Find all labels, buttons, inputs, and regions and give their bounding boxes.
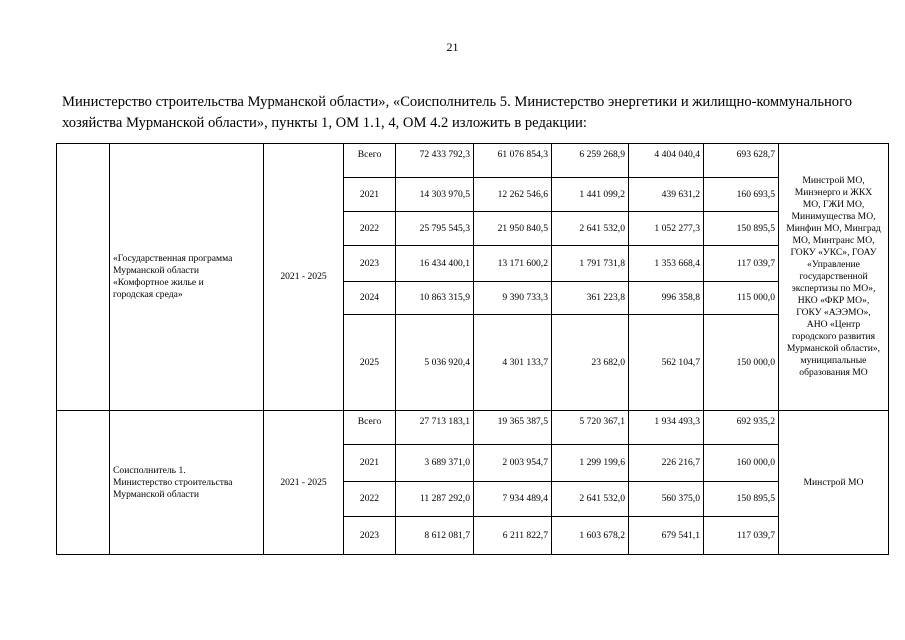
value-cell: 23 682,0: [552, 315, 629, 411]
value-cell: 5 720 367,1: [552, 411, 629, 445]
value-cell: 1 052 277,3: [629, 212, 704, 246]
value-cell: 21 950 840,5: [474, 212, 552, 246]
value-cell: 4 301 133,7: [474, 315, 552, 411]
intro-paragraph: Министерство строительства Мурманской области», «Соисполнитель 5. Министерство энергетики и жилищно-коммунального хозяйства Мурманской области», пункты 1, ОМ 1.1, 4, ОМ 4.2 изложить в редакции:: [62, 94, 853, 131]
value-cell: 6 259 268,9: [552, 144, 629, 178]
value-cell: 160 000,0: [704, 445, 779, 482]
value-cell: 10 863 315,9: [396, 282, 474, 315]
text-line: Министерство строительства: [113, 476, 233, 488]
value-cell: 361 223,8: [552, 282, 629, 315]
value-cell: 562 104,7: [629, 315, 704, 411]
number-cell: [57, 411, 110, 555]
value-cell: 61 076 854,3: [474, 144, 552, 178]
text-line: Мурманской области: [113, 265, 199, 276]
value-cell: 5 036 920,4: [396, 315, 474, 411]
value-cell: 11 287 292,0: [396, 482, 474, 517]
value-cell: 150 895,5: [704, 482, 779, 517]
value-cell: 1 353 668,4: [629, 246, 704, 282]
text-line: государственной: [799, 271, 868, 282]
text-line: образования МО: [799, 367, 868, 378]
value-cell: 2 641 532,0: [552, 212, 629, 246]
value-cell: 72 433 792,3: [396, 144, 474, 178]
value-cell: 14 303 970,5: [396, 178, 474, 212]
text-line: «Комфортное жилье и: [113, 277, 204, 288]
value-cell: 439 631,2: [629, 178, 704, 212]
value-cell: 1 603 678,2: [552, 517, 629, 555]
executors-cell: [779, 144, 889, 411]
value-cell: 1 299 199,6: [552, 445, 629, 482]
value-cell: 16 434 400,1: [396, 246, 474, 282]
table-row: [57, 411, 889, 445]
year-cell: 2022: [344, 482, 396, 517]
text-line: НКО «ФКР МО»,: [797, 295, 870, 306]
value-cell: 7 934 489,4: [474, 482, 552, 517]
text-line: городского развития: [791, 331, 876, 342]
value-cell: 25 795 545,3: [396, 212, 474, 246]
value-cell: 2 003 954,7: [474, 445, 552, 482]
value-cell: 1 441 099,2: [552, 178, 629, 212]
value-cell: 2 641 532,0: [552, 482, 629, 517]
text-line: «Управление: [807, 259, 860, 270]
value-cell: 679 541,1: [629, 517, 704, 555]
year-cell: Всего: [344, 144, 396, 178]
value-cell: 226 216,7: [629, 445, 704, 482]
text-line: Минимущества МО,: [791, 211, 876, 222]
program-name-cell: [110, 411, 264, 555]
value-cell: 19 365 387,5: [474, 411, 552, 445]
executors-cell: [779, 411, 889, 555]
year-cell: 2024: [344, 282, 396, 315]
text-line: Мурманской области: [113, 488, 199, 500]
budget-table: [56, 143, 889, 555]
value-cell: 996 358,8: [629, 282, 704, 315]
period-cell: 2021 - 2025: [264, 144, 344, 411]
value-cell: 117 039,7: [704, 246, 779, 282]
year-cell: 2022: [344, 212, 396, 246]
year-cell: 2021: [344, 178, 396, 212]
value-cell: 560 375,0: [629, 482, 704, 517]
value-cell: 8 612 081,7: [396, 517, 474, 555]
value-cell: 3 689 371,0: [396, 445, 474, 482]
value-cell: 1 791 731,8: [552, 246, 629, 282]
value-cell: 117 039,7: [704, 517, 779, 555]
text-line: Минстрой МО,: [802, 175, 865, 186]
year-cell: 2021: [344, 445, 396, 482]
value-cell: 115 000,0: [704, 282, 779, 315]
text-line: «Государственная программа: [113, 253, 233, 264]
value-cell: 13 171 600,2: [474, 246, 552, 282]
text-line: МО, ГЖИ МО,: [802, 199, 865, 210]
year-cell: 2023: [344, 517, 396, 555]
text-line: АНО «Центр: [806, 319, 861, 330]
value-cell: 12 262 546,6: [474, 178, 552, 212]
value-cell: 692 935,2: [704, 411, 779, 445]
year-cell: Всего: [344, 411, 396, 445]
value-cell: 4 404 040,4: [629, 144, 704, 178]
text-line: Минстрой МО: [803, 476, 864, 488]
value-cell: 150 000,0: [704, 315, 779, 411]
text-line: ГОКУ «АЭЭМО»,: [796, 307, 871, 318]
value-cell: 693 628,7: [704, 144, 779, 178]
text-line: МО, Минтранс МО,: [792, 235, 875, 246]
year-cell: 2023: [344, 246, 396, 282]
value-cell: 150 895,5: [704, 212, 779, 246]
value-cell: 1 934 493,3: [629, 411, 704, 445]
year-cell: 2025: [344, 315, 396, 411]
value-cell: 9 390 733,3: [474, 282, 552, 315]
value-cell: 27 713 183,1: [396, 411, 474, 445]
text-line: муниципальные: [800, 355, 867, 366]
period-cell: 2021 - 2025: [264, 411, 344, 555]
text-line: городская среда»: [113, 289, 183, 300]
text-line: Мурманской области»,: [786, 343, 881, 354]
text-line: Соисполнитель 1.: [113, 464, 186, 476]
text-line: экспертизы по МО»,: [791, 283, 876, 294]
value-cell: 160 693,5: [704, 178, 779, 212]
table-row: [57, 144, 889, 178]
text-line: ГОКУ «УКС», ГОАУ: [790, 247, 877, 258]
text-line: Минфин МО, Минград: [786, 223, 881, 234]
value-cell: 6 211 822,7: [474, 517, 552, 555]
text-line: Минэнерго и ЖКХ: [794, 187, 873, 198]
program-name-cell: [110, 144, 264, 411]
page-number: 21: [446, 40, 459, 54]
number-cell: [57, 144, 110, 411]
